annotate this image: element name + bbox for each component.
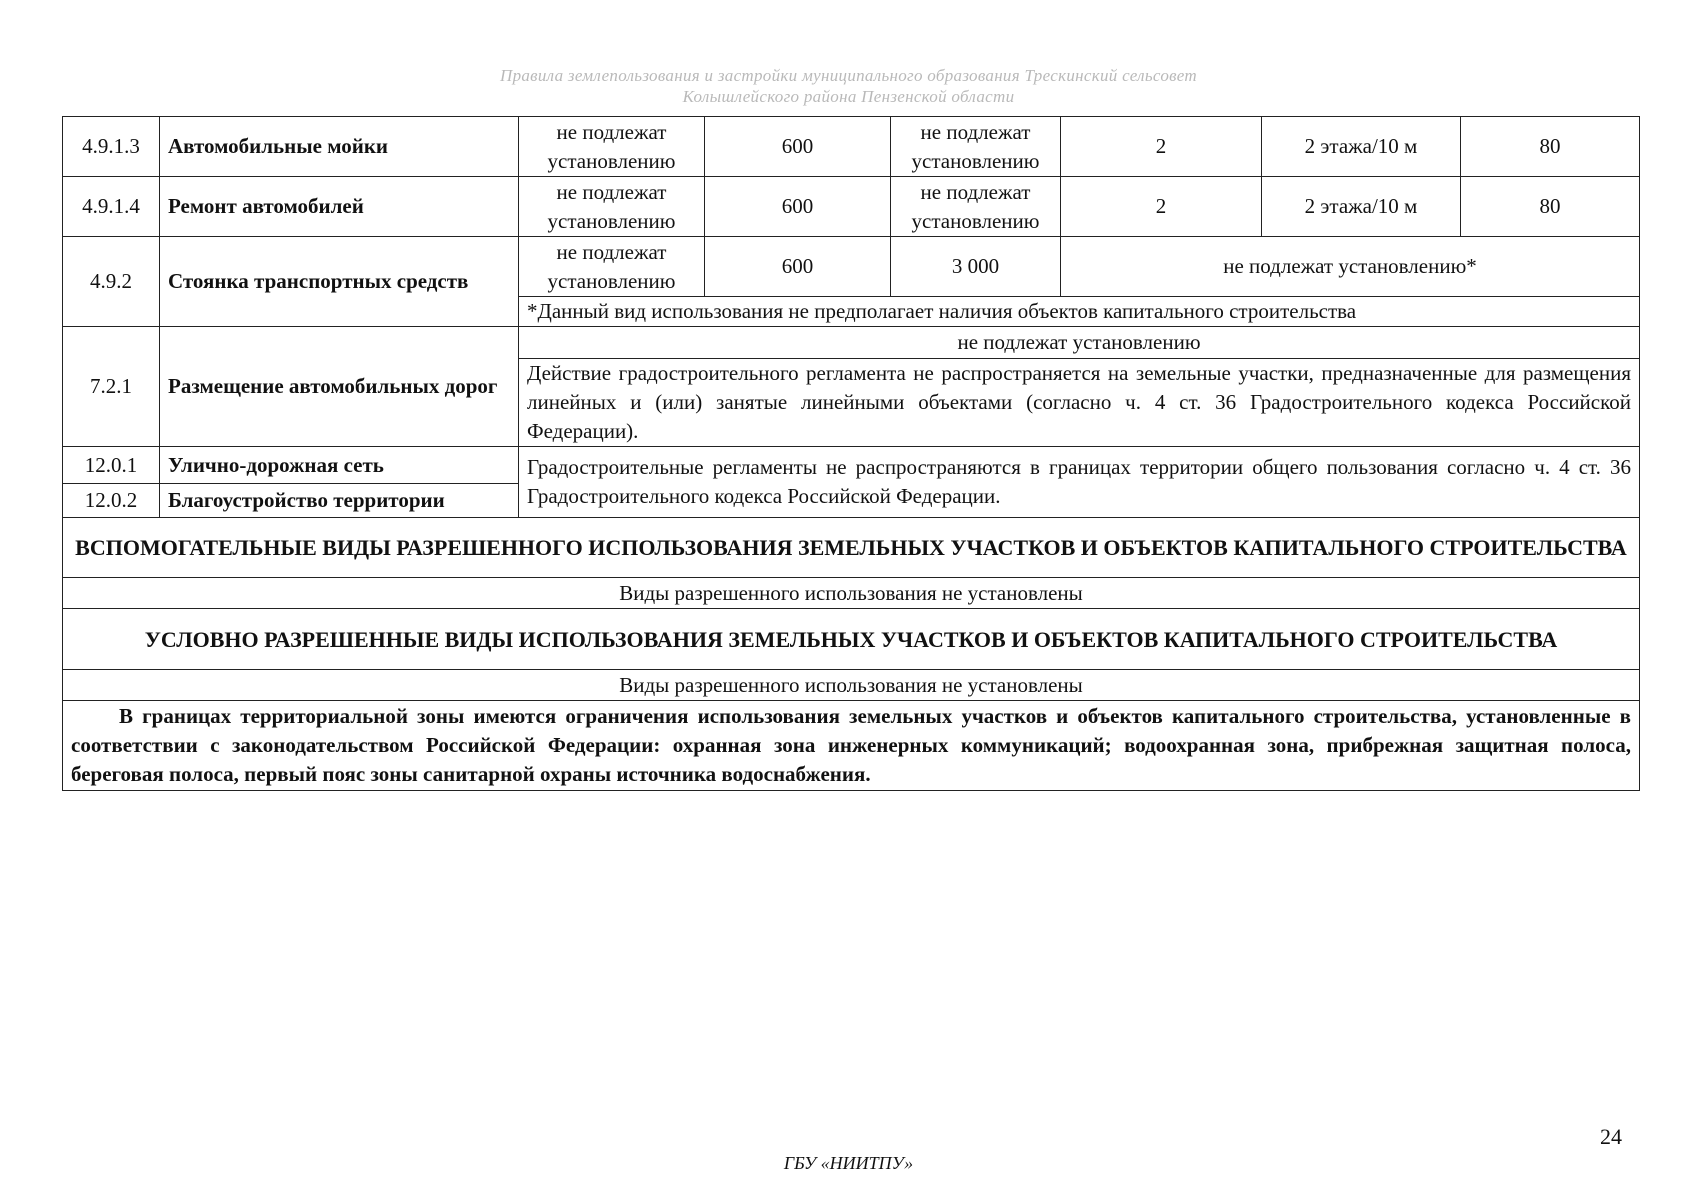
cell-coverage: 80 [1461, 177, 1640, 237]
row-name: Размещение автомобильных дорог [160, 327, 519, 447]
cell-max-area: 600 [705, 117, 891, 177]
table-row [63, 177, 1640, 237]
table-row [63, 701, 1640, 791]
land-use-table [62, 116, 1640, 791]
section-header-row [63, 609, 1640, 670]
cell-max-area: 600 [705, 237, 891, 297]
cell-max-area: 600 [705, 177, 891, 237]
row-code: 4.9.2 [63, 237, 160, 327]
cell-setback: не подлежат установлению [891, 117, 1061, 177]
table-row [63, 327, 1640, 359]
cell-height: 2 этажа/10 м [1262, 117, 1461, 177]
section-title-conditional: УСЛОВНО РАЗРЕШЕННЫЕ ВИДЫ ИСПОЛЬЗОВАНИЯ ЗЕМЕЛЬНЫХ УЧАСТКОВ И ОБЪЕКТОВ КАПИТАЛЬНОГО СТРОИТЕЛЬСТВА [63, 609, 1640, 670]
row-name: Ремонт автомобилей [160, 177, 519, 237]
row-name: Благоустройство территории [160, 484, 519, 518]
document-header [60, 65, 1637, 107]
row-code: 7.2.1 [63, 327, 160, 447]
document-footer: ГБУ «НИИТПУ» [783, 1153, 914, 1173]
cell-min-area: не подлежат установлению [519, 177, 705, 237]
regulation-note: Действие градостроительного регламента не распространяется на земельные участки, предназначенные для размещения линейных и (или) занятые линейными объектами (согласно ч. 4 ст. 36 Градостроительного кодекса Российской Федерации). [519, 359, 1640, 447]
cell-floors: 2 [1061, 177, 1262, 237]
row-name: Автомобильные мойки [160, 117, 519, 177]
cell-min-area: не подлежат установлению [519, 237, 705, 297]
cell-not-set: не подлежат установлению [519, 327, 1640, 359]
cell-min-area: не подлежат установлению [519, 117, 705, 177]
table-row [63, 117, 1640, 177]
cell-setback: не подлежат установлению [891, 177, 1061, 237]
row-code: 4.9.1.4 [63, 177, 160, 237]
page-number: 24 [1600, 1124, 1622, 1149]
table-row [63, 447, 1640, 484]
table-row [63, 578, 1640, 609]
regulation-note: Градостроительные регламенты не распространяются в границах территории общего пользования согласно ч. 4 ст. 36 Градостроительного кодекса Российской Федерации. [519, 447, 1640, 518]
cell-not-set: не подлежат установлению* [1061, 237, 1640, 297]
cell-floors: 2 [1061, 117, 1262, 177]
restrictions-note: В границах территориальной зоны имеются ограничения использования земельных участков и объектов капитального строительства, установленные в соответствии с законодательством Российской Федерации: охранная зона инженерных коммуникаций; водоохранная зона, прибрежная защитная полоса, береговая полоса, первый пояс зоны санитарной охраны источника водоснабжения. [71, 704, 1631, 786]
section-header-row [63, 518, 1640, 578]
section-value-auxiliary: Виды разрешенного использования не установлены [63, 578, 1640, 609]
row-code: 12.0.1 [63, 447, 160, 484]
row-name: Улично-дорожная сеть [160, 447, 519, 484]
cell-setback: 3 000 [891, 237, 1061, 297]
header-line-2: Колышлейского района Пензенской области [682, 87, 1015, 106]
header-line-1: Правила землепользования и застройки муниципального образования Трескинский сельсовет [500, 66, 1197, 85]
table-row [63, 670, 1640, 701]
row-code: 12.0.2 [63, 484, 160, 518]
footnote-cell: *Данный вид использования не предполагает наличия объектов капитального строительства [519, 297, 1640, 327]
restrictions-note-cell [63, 701, 1640, 791]
section-value-conditional: Виды разрешенного использования не установлены [63, 670, 1640, 701]
table-row [63, 237, 1640, 297]
section-title-auxiliary: ВСПОМОГАТЕЛЬНЫЕ ВИДЫ РАЗРЕШЕННОГО ИСПОЛЬЗОВАНИЯ ЗЕМЕЛЬНЫХ УЧАСТКОВ И ОБЪЕКТОВ КАПИТАЛЬНОГО СТРОИТЕЛЬСТВА [63, 518, 1640, 578]
row-code: 4.9.1.3 [63, 117, 160, 177]
cell-coverage: 80 [1461, 117, 1640, 177]
cell-height: 2 этажа/10 м [1262, 177, 1461, 237]
row-name: Стоянка транспортных средств [160, 237, 519, 327]
